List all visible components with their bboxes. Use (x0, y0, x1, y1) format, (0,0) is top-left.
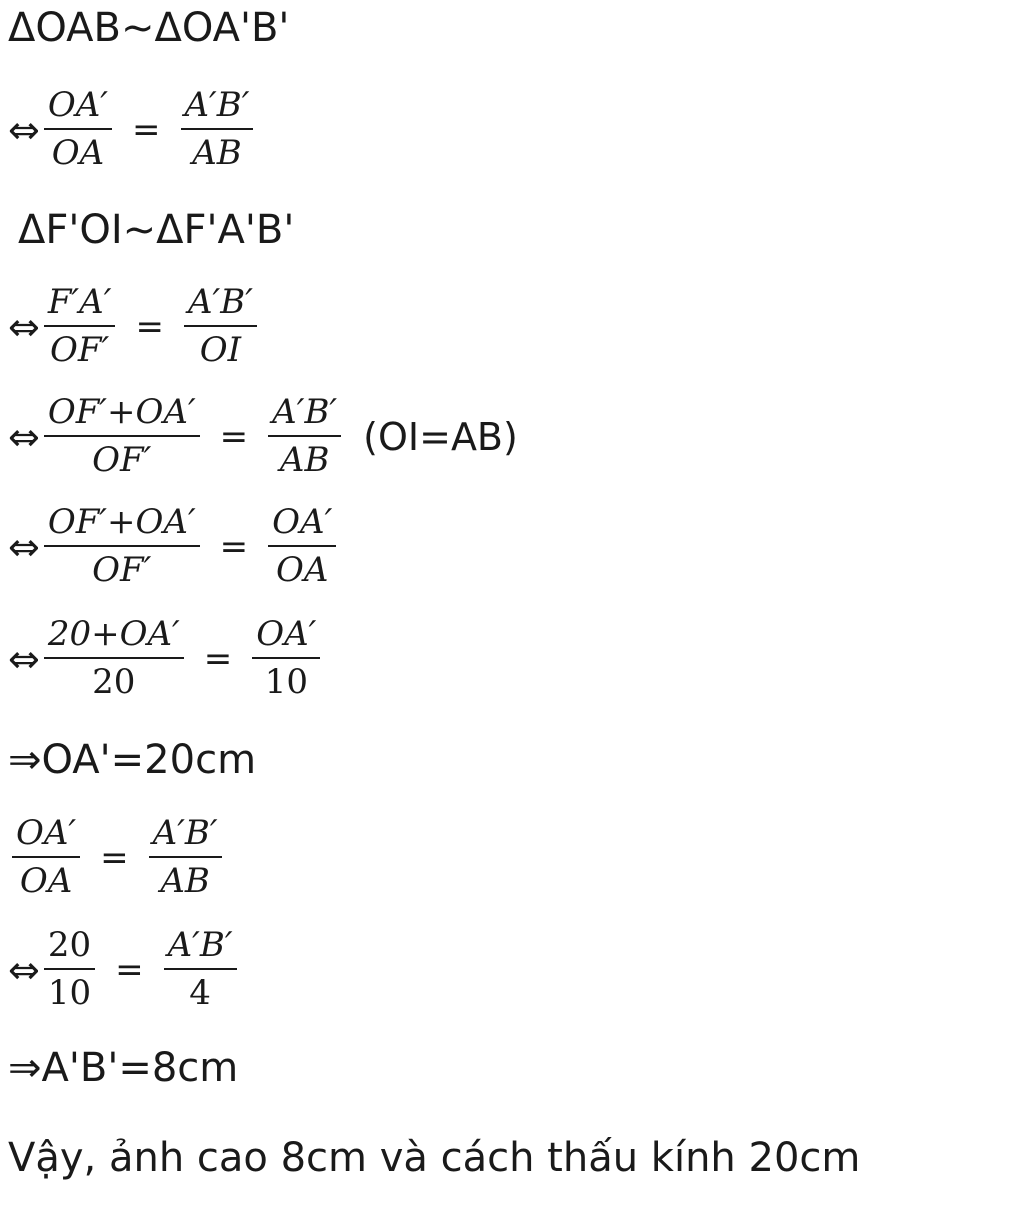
result-text: ⇒OA'=20cm (8, 737, 257, 783)
fraction-left (44, 392, 200, 480)
similar-triangles-oab (0, 0, 289, 78)
denominator: AB (160, 861, 210, 901)
ratio-equation-3 (0, 387, 518, 487)
fraction-left (44, 85, 112, 173)
numerator: 20+OA′ (47, 614, 180, 655)
equals-sign: = (100, 838, 129, 878)
denominator: OA (19, 861, 73, 901)
denominator: 4 (189, 973, 211, 1013)
denominator: 10 (264, 662, 308, 702)
equivalence-arrow: ⇔ (8, 415, 40, 459)
ratio-equation-5 (0, 609, 320, 709)
numerator: A′B′ (272, 392, 338, 433)
fraction-right (149, 813, 222, 901)
numerator: 20 (47, 925, 92, 966)
equals-sign: = (115, 950, 144, 990)
denominator: OF′ (50, 330, 110, 370)
ratio-equation-6 (0, 808, 222, 908)
equals-sign: = (219, 417, 249, 457)
denominator: OA (51, 133, 105, 173)
fraction-right (184, 282, 257, 370)
equivalence-arrow: ⇔ (8, 305, 40, 349)
result-text: ⇒A'B'=8cm (8, 1045, 239, 1091)
numerator: A′B′ (187, 282, 253, 323)
numerator: A′B′ (152, 813, 218, 854)
denominator: AB (279, 440, 330, 480)
ratio-equation-1 (0, 80, 253, 180)
denominator: 20 (92, 662, 136, 702)
equivalence-arrow: ⇔ (8, 637, 40, 681)
denominator: 10 (47, 973, 92, 1013)
fraction-right (164, 925, 237, 1013)
fraction-left (44, 282, 116, 370)
conclusion (0, 1108, 860, 1208)
denominator: OI (199, 330, 242, 370)
denominator: AB (192, 133, 242, 173)
equals-sign: = (132, 110, 161, 150)
statement-text: ΔOAB~ΔOA'B' (8, 5, 290, 51)
numerator: A′B′ (167, 925, 233, 966)
fraction-left (44, 614, 184, 702)
numerator: OF′+OA′ (47, 502, 196, 543)
numerator: OA′ (256, 614, 317, 655)
equivalence-arrow: ⇔ (8, 108, 40, 152)
equals-sign: = (219, 527, 249, 567)
numerator: OA′ (47, 85, 108, 126)
ratio-equation-2 (0, 277, 257, 377)
condition-note: (OI=AB) (363, 415, 518, 459)
fraction-left (44, 925, 95, 1013)
numerator: F′A′ (47, 282, 112, 323)
numerator: OF′+OA′ (47, 392, 196, 433)
fraction-right (181, 85, 254, 173)
result-ab-prime (0, 1018, 238, 1118)
result-oa-prime (0, 710, 256, 810)
numerator: A′B′ (184, 85, 250, 126)
denominator: OA (276, 550, 329, 590)
denominator: OF′ (92, 440, 152, 480)
denominator: OF′ (92, 550, 152, 590)
ratio-equation-7 (0, 920, 237, 1020)
fraction-right (252, 614, 320, 702)
fraction-right (268, 392, 341, 480)
ratio-equation-4 (0, 497, 336, 597)
conclusion-text: Vậy, ảnh cao 8cm và cách thấu kính 20cm (8, 1135, 861, 1181)
fraction-left (12, 813, 80, 901)
equivalence-arrow: ⇔ (8, 525, 40, 569)
equivalence-arrow: ⇔ (8, 948, 40, 992)
numerator: OA′ (272, 502, 333, 543)
similar-triangles-foi (0, 180, 294, 280)
fraction-left (44, 502, 200, 590)
statement-text: ΔF'OI~ΔF'A'B' (18, 207, 295, 253)
numerator: OA′ (16, 813, 77, 854)
equals-sign: = (135, 307, 164, 347)
equals-sign: = (203, 639, 233, 679)
fraction-right (268, 502, 336, 590)
